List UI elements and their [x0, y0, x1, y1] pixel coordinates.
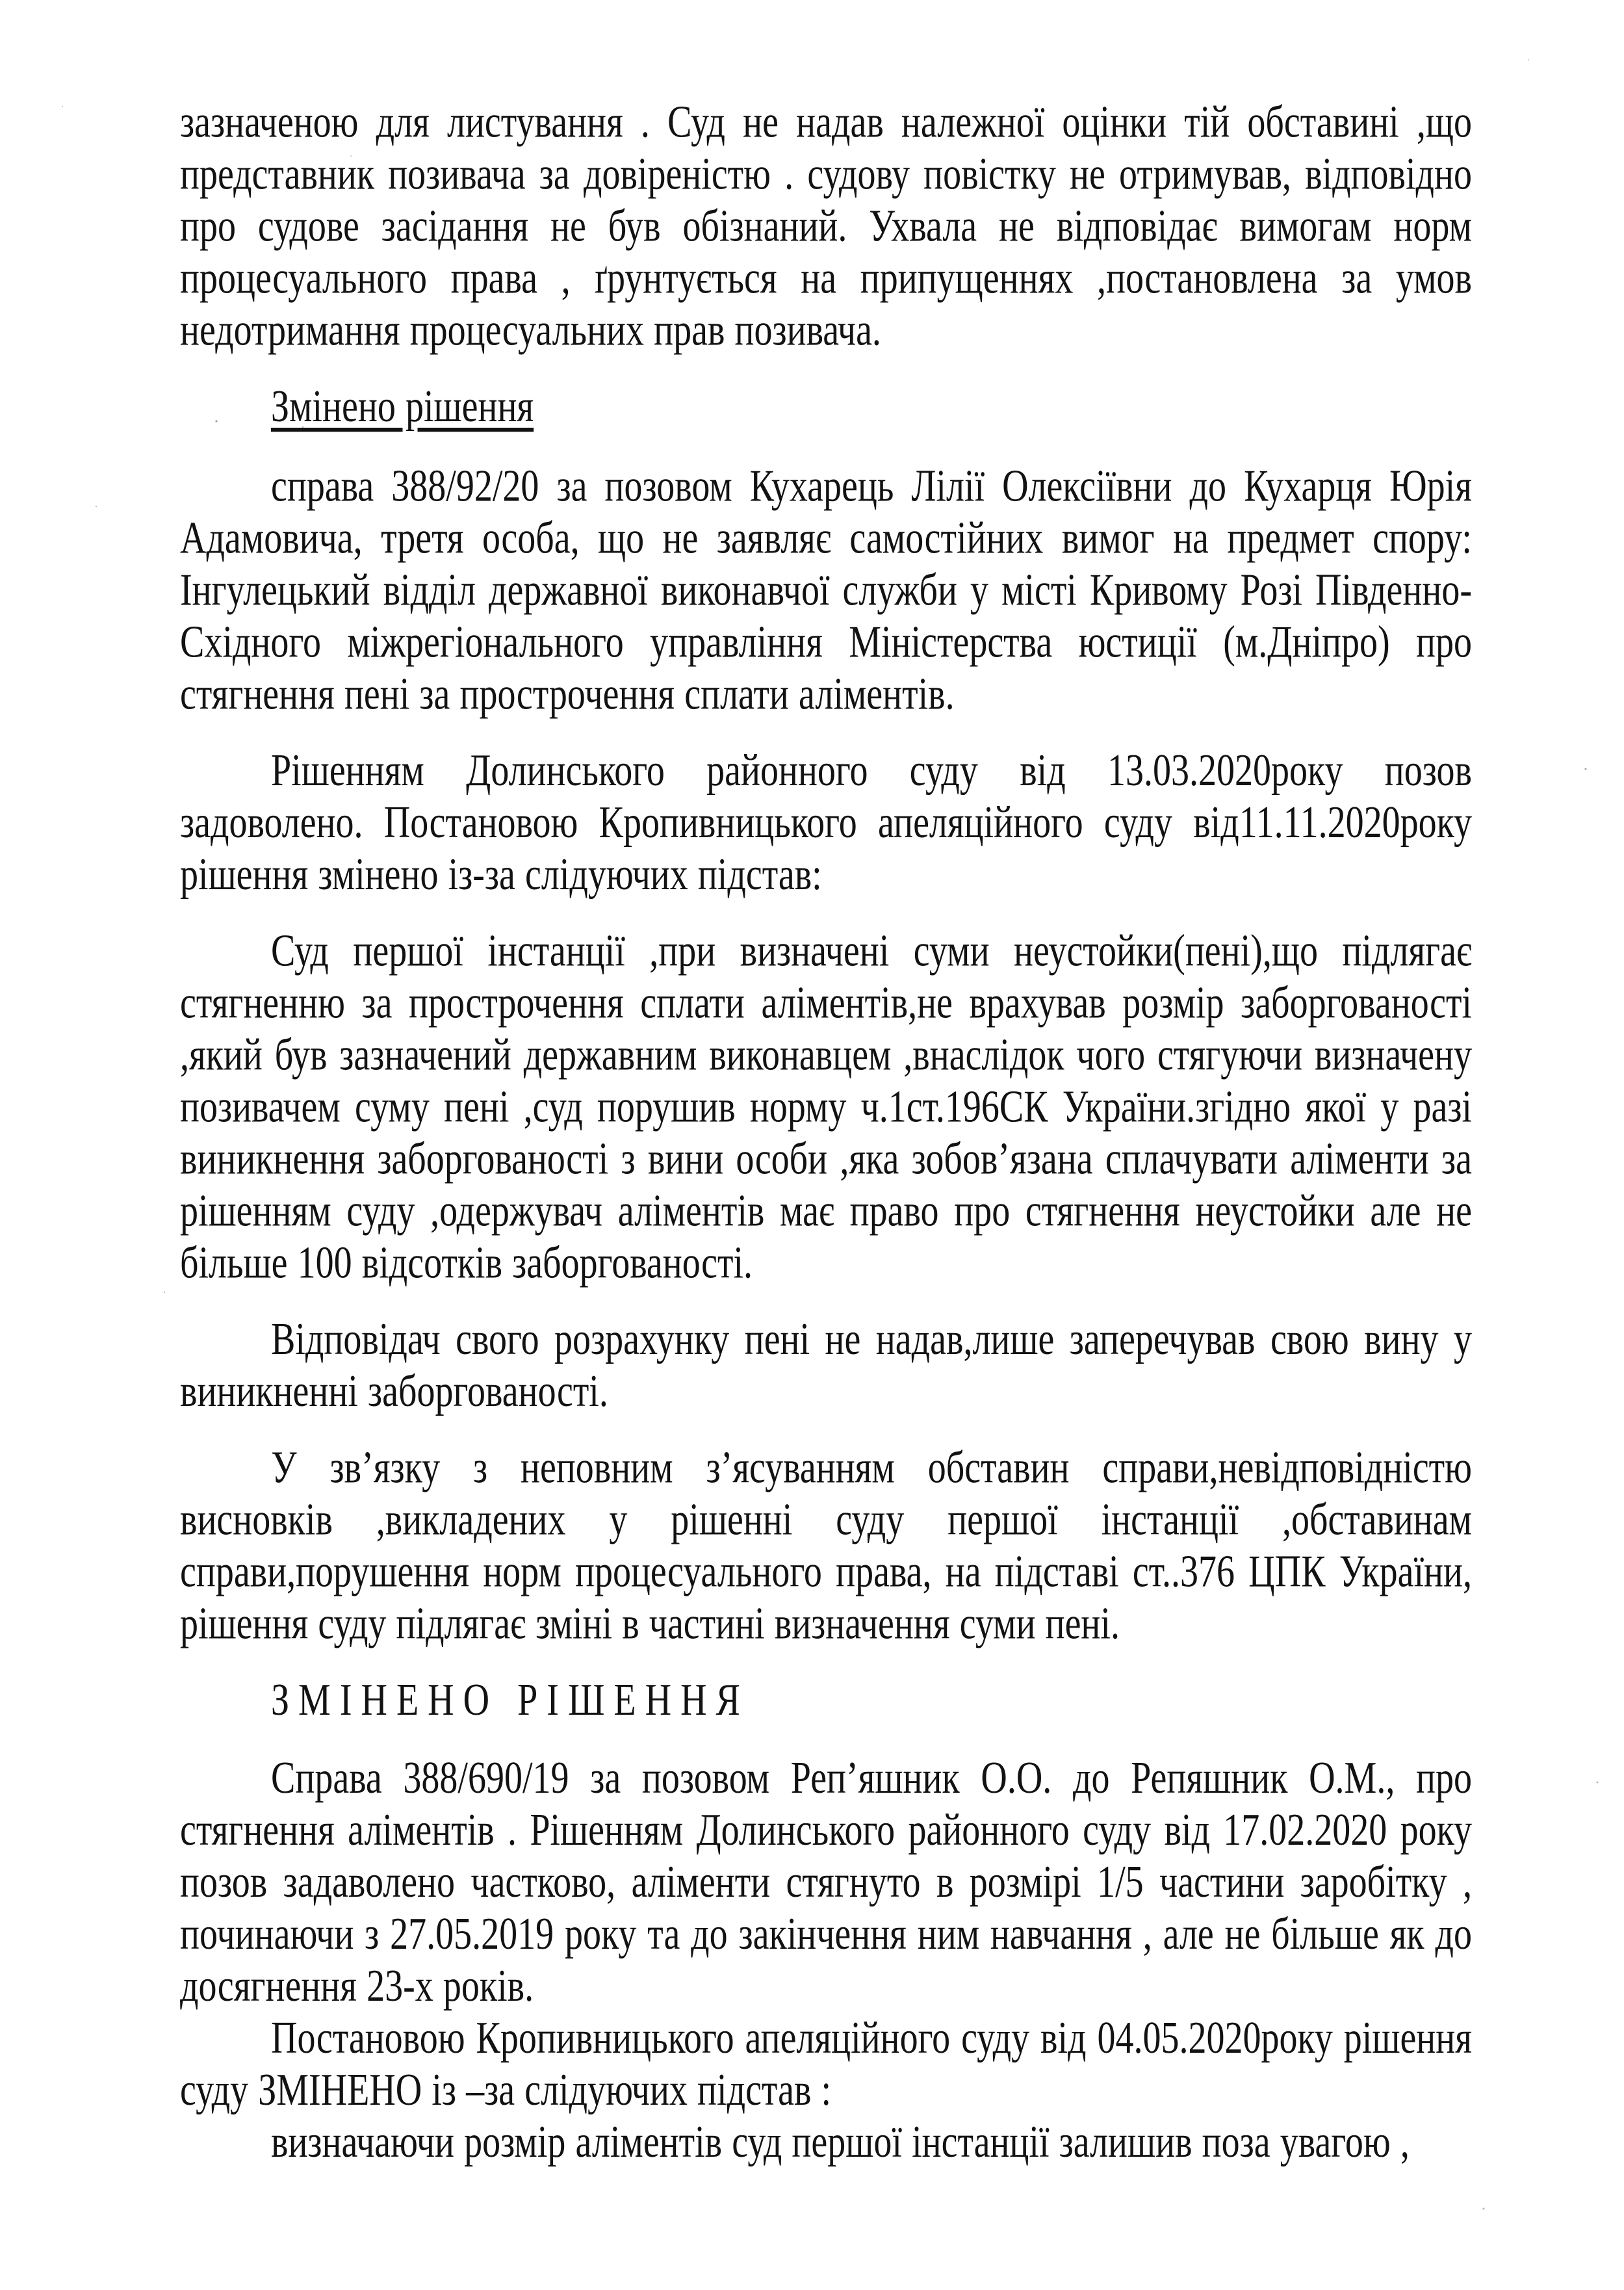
paragraph-first-instance-penalty: Суд першої інстанції ,при визначені суми неустойки(пені),що підлягає стягненню за прострочення сплати аліментів,не врахував розмір заборгованості ,який був зазначений державним виконавцем ,внаслідок чого стягуючи визначену позивачем суму пені ,суд порушив норму ч.1ст.196СК України.згідно якої у разі виникнення заборгованості з вини особи ,яка зобов’язана сплачувати аліменти за рішенням суду ,одержувач аліментів має право про стягнення неустойки але не більше 100 відсотків заборгованості. [180, 926, 1472, 1288]
paragraph-case-388-92-20: справа 388/92/20 за позовом Кухарець Лілії Олексіївни до Кухарця Юрія Адамовича, третя особа, що не заявляє самостійних вимог на предмет спору: Інгулецький відділ державної виконавчої служби у місті Кривому Розі Південно-Східного міжрегіонального управління Міністерства юстиції (м.Дніпро) про стягнення пені за прострочення сплати аліментів. [180, 461, 1472, 720]
paragraph-grounds-article-376: У зв’язку з неповним з’ясуванням обставин справи,невідповідністю висновків ,викладених у рішенні суду першої інстанції ,обставинам справи,порушення норм процесуального права, на підставі ст..376 ЦПК України, рішення суду підлягає зміні в частині визначення суми пені. [180, 1442, 1472, 1649]
paragraph-dolynskyi-court-decision: Рішенням Долинського районного суду від 13.03.2020року позов задоволено. Постановою Кропивницького апеляційного суду від11.11.2020року рішення змінено із-за слідуючих підстав: [180, 745, 1472, 900]
paragraph-kropyvnytskyi-resolution: Постановою Кропивницького апеляційного суду від 04.05.2020року рішення суду ЗМІНЕНО із –за слідуючих підстав : [180, 2012, 1472, 2116]
paragraph-continuation-court-assessment: зазначеною для листування . Суд не надав належної оцінки тій обставині ,що представник позивача за довіреністю . судову повістку не отримував, відповідно про судове засідання не був обізнаний. Ухвала не відповідає вимогам норм процесуального права , ґрунтується на припущеннях ,постановлена за умов недотримання процесуальних прав позивача. [180, 97, 1472, 356]
section-heading-changed-decision: Змінено рішення [271, 381, 534, 432]
paragraph-defendant-no-calculation: Відповідач свого розрахунку пені не надав,лише заперечував свою вину у виникненні заборгованості. [180, 1314, 1472, 1417]
paragraph-determining-alimony-size: визначаючи розмір аліментів суд першої інстанції залишив поза увагою , [271, 2116, 1410, 2168]
section-heading-changed-decision-caps: ЗМІНЕНО РІШЕННЯ [271, 1674, 749, 1726]
document-text-block [180, 96, 1472, 2168]
paragraph-case-388-690-19: Справа 388/690/19 за позовом Реп’яшник О.О. до Репяшник О.М., про стягнення аліментів . Рішенням Долинського районного суду від 17.02.2020 року позов задаволено частково, аліменти стягнуто в розмірі 1/5 частини заробітку , починаючи з 27.05.2019 року та до закінчення ним навчання , але не більше як до досягнення 23-х років. [180, 1752, 1472, 2012]
